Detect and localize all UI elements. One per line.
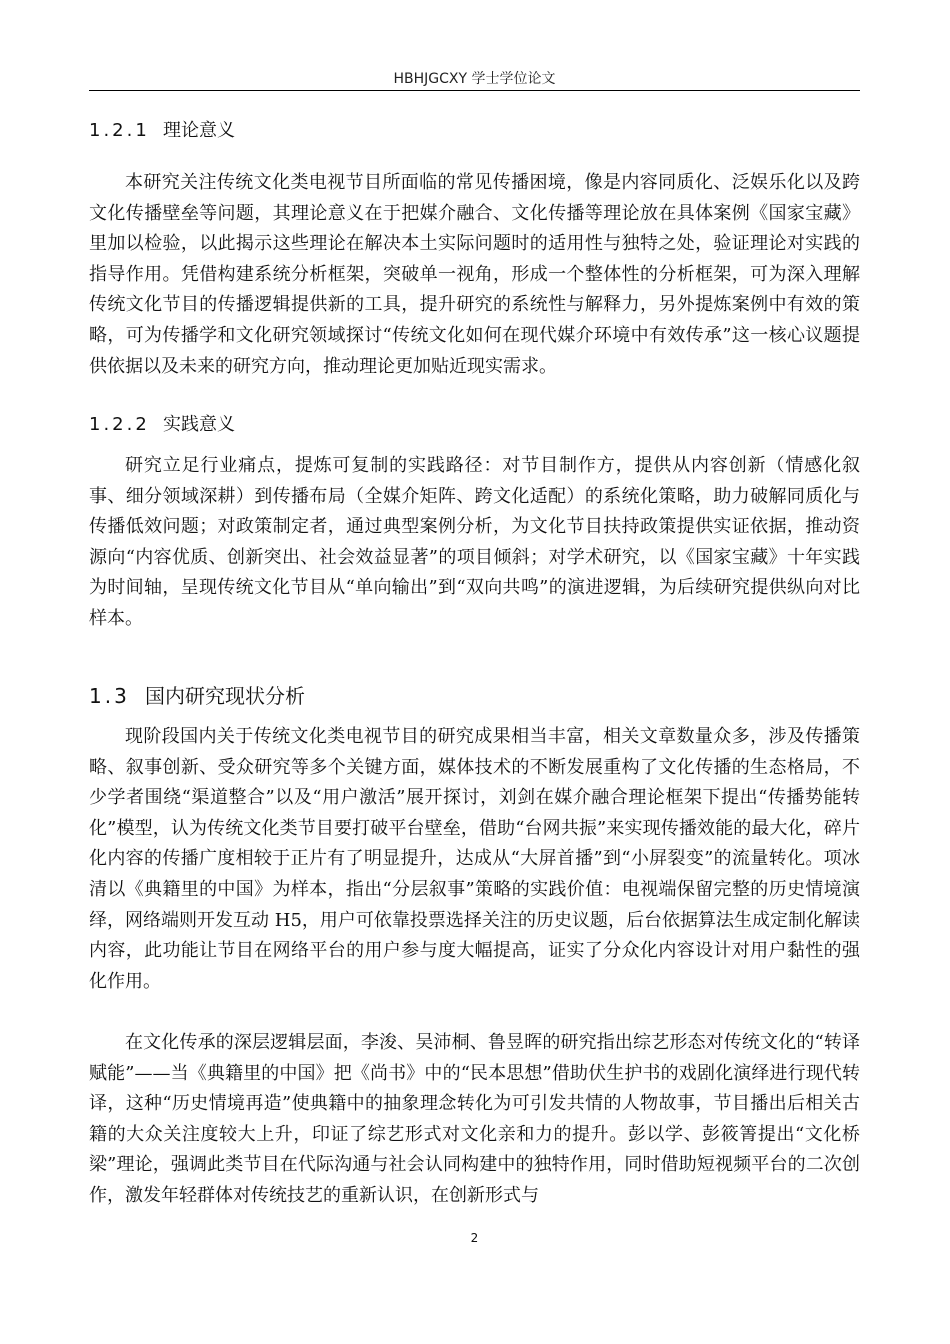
running-header: HBHJGCXY 学士学位论文: [393, 71, 556, 87]
section-number: 1.3: [89, 684, 130, 708]
section-heading-1-2-2: [89, 412, 235, 438]
body-paragraph: 在文化传承的深层逻辑层面，李浚、吴沛桐、鲁昱晖的研究指出综艺形态对传统文化的“转译赋能”——当《典籍里的中国》把《尚书》中的“民本思想”借助伏生护书的戏剧化演绎进行现代转译，这种“历史情境再造”使典籍中的抽象理念转化为可引发共情的人物故事，节目播出后相关古籍的大众关注度较大上升，印证了综艺形式对文化亲和力的提升。彭以学、彭筱箐提出“文化桥梁”理论，强调此类节目在代际沟通与社会认同构建中的独特作用，同时借助短视频平台的二次创作，激发年轻群体对传统技艺的重新认识，在创新形式与: [89, 1032, 860, 1206]
section-number: 1.2.2: [89, 414, 150, 435]
body-paragraph: 研究立足行业痛点，提炼可复制的实践路径：对节目制作方，提供从内容创新（情感化叙事、细分领域深耕）到传播布局（全媒介矩阵、跨文化适配）的系统化策略，助力破解同质化与传播低效问题；对政策制定者，通过典型案例分析，为文化节目扶持政策提供实证依据，推动资源向“内容优质、创新突出、社会效益显著”的项目倾斜；对学术研究，以《国家宝藏》十年实践为时间轴，呈现传统文化节目从“单向输出”到“双向共鸣”的演进逻辑，为后续研究提供纵向对比样本。: [89, 455, 860, 629]
section-number: 1.2.1: [89, 120, 150, 141]
page-number: 2: [470, 1231, 479, 1245]
section-heading-1-2-1: [89, 118, 235, 144]
header-rule: [89, 90, 860, 91]
section-title: 实践意义: [163, 414, 235, 435]
section-title: 国内研究现状分析: [145, 684, 305, 708]
body-paragraph: 现阶段国内关于传统文化类电视节目的研究成果相当丰富，相关文章数量众多，涉及传播策略、叙事创新、受众研究等多个关键方面，媒体技术的不断发展重构了文化传播的生态格局，不少学者围绕“渠道整合”以及“用户激活”展开探讨，刘剑在媒介融合理论框架下提出“传播势能转化”模型，认为传统文化类节目要打破平台壁垒，借助“台网共振”来实现传播效能的最大化，碎片化内容的传播广度相较于正片有了明显提升，达成从“大屏首播”到“小屏裂变”的流量转化。项冰清以《典籍里的中国》为样本，指出“分层叙事”策略的实践价值：电视端保留完整的历史情境演绎，网络端则开发互动 H5，用户可依靠投票选择关注的历史议题，后台依据算法生成定制化解读内容，此功能让节目在网络平台的用户参与度大幅提高，证实了分众化内容设计对用户黏性的强化作用。: [89, 726, 860, 992]
section-title: 理论意义: [163, 120, 235, 141]
body-paragraph: 本研究关注传统文化类电视节目所面临的常见传播困境，像是内容同质化、泛娱乐化以及跨文化传播壁垒等问题，其理论意义在于把媒介融合、文化传播等理论放在具体案例《国家宝藏》里加以检验，以此揭示这些理论在解决本土实际问题时的适用性与独特之处，验证理论对实践的指导作用。凭借构建系统分析框架，突破单一视角，形成一个整体性的分析框架，可为深入理解传统文化节目的传播逻辑提供新的工具，提升研究的系统性与解释力，另外提炼案例中有效的策略，可为传播学和文化研究领域探讨“传统文化如何在现代媒介环境中有效传承”这一核心议题提供依据以及未来的研究方向，推动理论更加贴近现实需求。: [89, 172, 860, 377]
section-heading-1-3: [89, 682, 305, 710]
